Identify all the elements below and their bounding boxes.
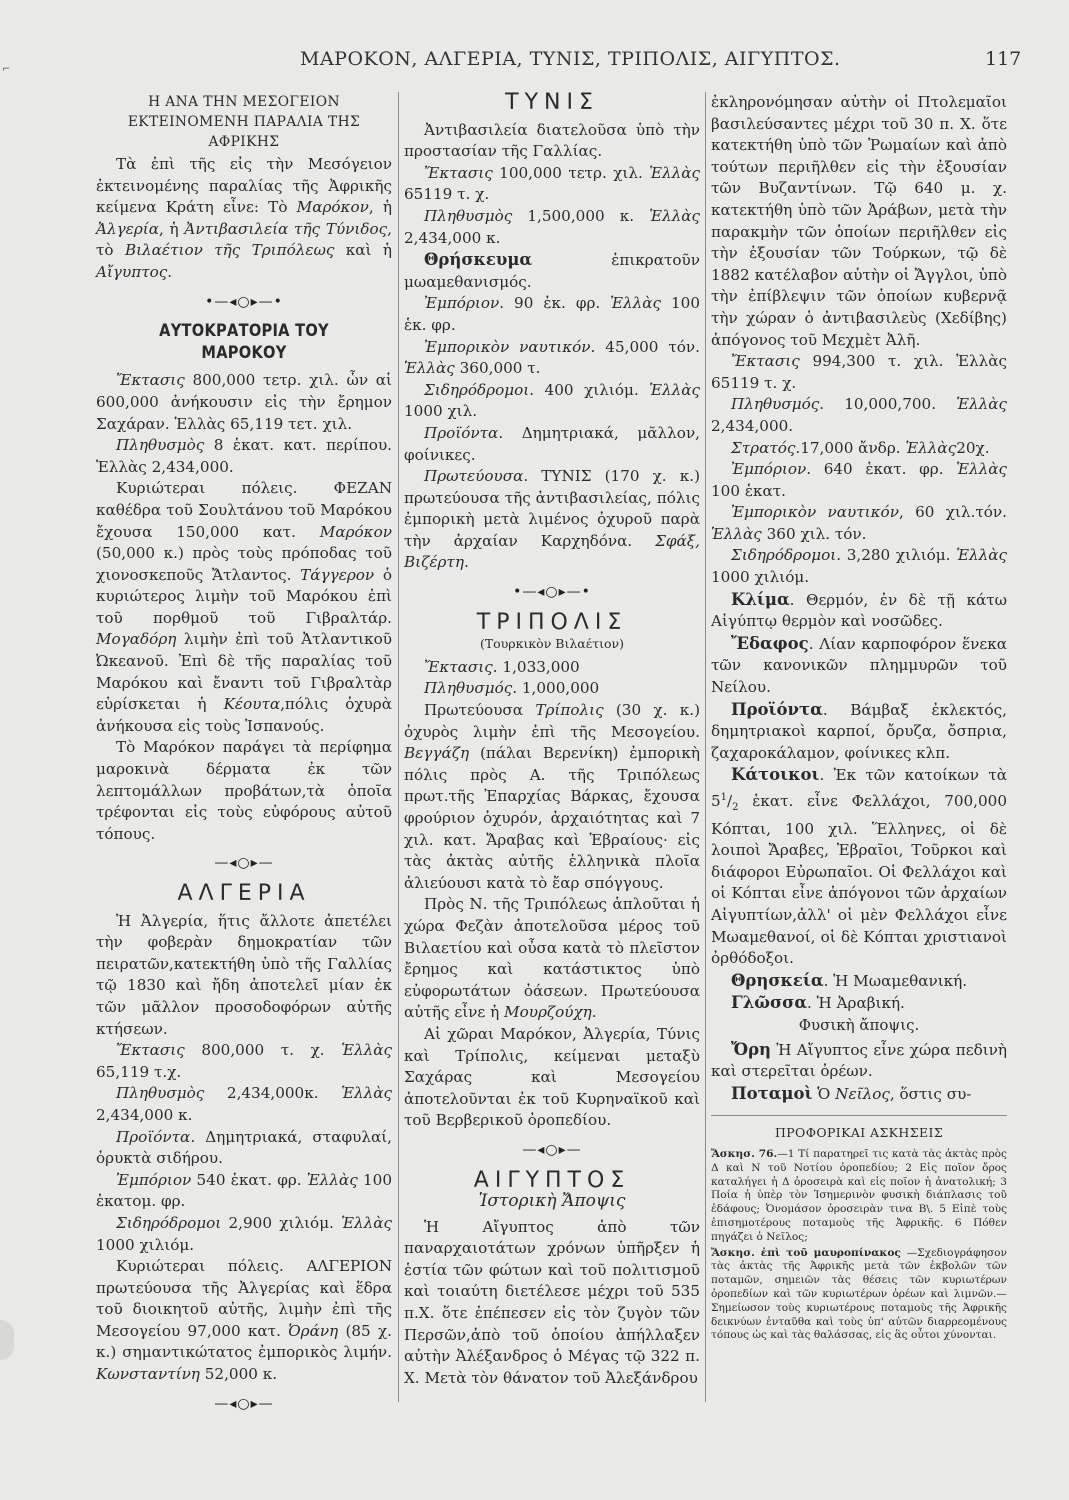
text: . 640 ἑκατ. φρ. xyxy=(806,460,957,479)
running-title: ΜΑΡΟΚΟΝ, ΑΛΓΕΡΙΑ, ΤΥΝΙΣ, ΤΡΙΠΟΛΙΣ, ΑΙΓΥΠΤΟΣ. xyxy=(300,48,841,70)
text: Πληθυσμὸς xyxy=(116,1084,205,1103)
ornament-icon: —◂○▸— xyxy=(214,855,274,872)
text: Ἄσκησ. 76. xyxy=(711,1148,778,1160)
text: Ἑλλὰς xyxy=(341,1213,392,1232)
paragraph xyxy=(711,1039,1007,1083)
text: Νεῖλος xyxy=(835,1084,890,1103)
text: 100 ἑκατομ. φρ. xyxy=(96,1170,392,1211)
tunis-heading: ΤΥΝΙΣ xyxy=(505,90,599,115)
text: Ἔκτασις xyxy=(116,1041,185,1060)
column-3 xyxy=(711,92,1007,1345)
text: Ἔκτασις xyxy=(424,657,493,676)
paragraph xyxy=(96,1083,392,1126)
paragraph xyxy=(404,466,700,574)
text: 1000 χιλιόμ. xyxy=(711,568,810,587)
paragraph xyxy=(404,380,700,423)
text: Ἐμπόριον xyxy=(424,294,500,313)
text: 360 χιλ. τόν. xyxy=(761,524,867,543)
text: Ἄσκησ. ἐπὶ τοῦ μαυροπίνακος xyxy=(711,1246,901,1259)
text: Ἑλλὰς xyxy=(956,546,1007,565)
text: 100,000 τετρ. χιλ. xyxy=(492,163,650,182)
text: Ἀντιβασιλεία τῆς Τύνιδος xyxy=(184,219,388,238)
text: . Ἐκ τῶν κατοίκων τὰ 5 xyxy=(711,766,1007,811)
text: . 1,033,000 xyxy=(492,657,580,676)
text: 800,000 τ. χ. xyxy=(184,1041,342,1060)
text: 8 ἑκατ. κατ. περίπου. Ἑλλὰς 2,434,000. xyxy=(96,436,392,476)
paragraph xyxy=(711,394,1007,437)
paragraph xyxy=(404,293,700,336)
intro-heading: Η ΑΝΑ ΤΗΝ ΜΕΣΟΓΕΙΟΝ ΕΚΤΕΙΝΟΜΕΝΗ ΠΑΡΑΛΙΑ ΤΗΣ ΑΦΡΙΚΗΣ xyxy=(127,94,361,150)
text: Ὄρη xyxy=(731,1039,772,1059)
text: Ἑλλὰς xyxy=(956,460,1007,479)
ornament-icon: —◂○▸— xyxy=(522,1141,582,1158)
text: 2 xyxy=(732,802,739,814)
paragraph: Ἡ Ἀλγερία, ἥτις ἄλλοτε ἀπετέλει τὴν φοβερὰν δημοκρατίαν τῶν πειρατῶν,κατεκτήθη ὑπὸ τῆς Γαλλίας τῷ 1830 καὶ ἤδη ἀποτελεῖ μίαν ἐκ τῶν μᾶλλον προσοδοφόρων αὐτῆς κτήσεων. xyxy=(96,911,392,1038)
paragraph xyxy=(96,1256,392,1386)
paragraph xyxy=(96,435,392,478)
egypt-subheading: Ἱστορικὴ Ἄποψις xyxy=(478,1191,626,1212)
text: . 45,000 τόν. xyxy=(590,337,700,356)
exercises-title: ΠΡΟΦΟΡΙΚΑΙ ΑΣΚΗΣΕΙΣ xyxy=(774,1125,944,1141)
tripoli-heading: ΤΡΙΠΟΛΙΣ xyxy=(476,609,628,635)
paragraph: Αἱ χῶραι Μαρόκον, Ἀλγερία, Τύνις καὶ Τρίπολις, κείμεναι μεταξὺ Σαχάρας καὶ Μεσογείου ἀποτελοῦνται ἐκ τοῦ Κυρηναϊκοῦ καὶ τοῦ Βερβερικοῦ ὀροπεδίου. xyxy=(404,1024,700,1130)
text: καὶ ἡ xyxy=(334,241,392,260)
text: . Θερμόν, ἐν δὲ τῇ κάτω Αἰγύπτῳ θερμὸν καὶ νοσῶδες. xyxy=(711,590,1007,631)
paragraph xyxy=(96,1213,392,1256)
text: Πρωτεύουσα xyxy=(424,467,524,486)
paragraph xyxy=(404,206,700,249)
algeria-heading: ΑΛΓΕΡΙΑ xyxy=(177,881,311,906)
paragraph xyxy=(711,438,1007,460)
text: Ἑλλὰς xyxy=(905,438,957,457)
paragraph xyxy=(404,249,700,293)
text: . 3,280 χιλιόμ. xyxy=(836,546,957,565)
text: 100 ἑκ. φρ. xyxy=(404,294,700,334)
text: Σιδηρόδρομοι xyxy=(424,380,530,399)
morocco-heading: ΑΥΤΟΚΡΑΤΟΡΙΑ ΤΟΥ ΜΑΡΟΚΟΥ xyxy=(159,321,329,363)
text: . 400 χιλιόμ. xyxy=(529,380,650,399)
text: Ἔκτασις xyxy=(116,371,185,390)
text: Σιδηρόδρομοι xyxy=(731,546,837,565)
text: , ἡ xyxy=(158,219,185,238)
text: Μαρόκον xyxy=(319,522,392,541)
paragraph xyxy=(711,1083,1007,1106)
paragraph xyxy=(404,657,700,679)
text: Θρησκεία xyxy=(731,970,824,990)
text: 2,434,000 κ. xyxy=(404,228,501,247)
text: Τάγγερον xyxy=(300,565,375,584)
text: Κωνσταντίνη xyxy=(96,1365,200,1384)
text: Πληθυσμός xyxy=(731,395,820,414)
text: Ἡ Αἴγυπτος εἶνε χώρα πεδινὴ καὶ στερεῖται ὀρέων. xyxy=(711,1040,1007,1081)
binding-hole xyxy=(0,1320,14,1360)
text: Ἐμπορικὸν ναυτικόν xyxy=(731,503,899,522)
paragraph xyxy=(404,894,700,1024)
text: Ἐμπόριον xyxy=(116,1170,192,1189)
text: 20χ. xyxy=(956,438,990,457)
text: —1 Τί παρατηρεῖ τις κατὰ τὰς ἀκτὰς πρὸς Δ καὶ Ν τοῦ Νοτίου ὀροπεδίου; 2 Εἰς ποῖον ὄρος καταλήγει ἡ Δ ὀροσειρὰ καὶ εἰς ποῖον ἡ ἀνατολική; 3 Ποία ἡ ὑπὲρ τὸν Ἰσημερινὸν φυσικὴ διάπλασις τοῦ ἐδάφους; Ὀνομάσον ὀροσειρὰν τινα Β\. 5 Εἰπὲ τοὺς ἐπισημοτέρους ποταμοὺς τῆς Ἀφρικῆς. 6 Πόθεν πηγάζει ὁ Νεῖλος; xyxy=(711,1148,1007,1243)
text: λιμὴν ἐπὶ τοῦ Ἀτλαντικοῦ Ὠκεανοῦ. Ἐπὶ δὲ τῆς παραλίας τοῦ Μαρόκου καὶ ἔναντι τοῦ Γιβραλτὰρ εὑρίσκεται ἡ xyxy=(96,630,392,714)
text: Κέουτα xyxy=(223,695,281,714)
paragraph xyxy=(711,351,1007,394)
text: , τὸ xyxy=(96,219,392,260)
paragraph xyxy=(404,700,700,894)
ornament-icon: —◂○▸— xyxy=(214,1395,274,1412)
text: .17,000 ἄνδρ. xyxy=(795,438,906,457)
text: Πρωτεύουσα xyxy=(424,701,536,720)
paragraph xyxy=(711,502,1007,545)
text: Στρατός xyxy=(731,438,796,457)
ornament-icon: •—◂○▸—• xyxy=(513,584,591,601)
exercise-76 xyxy=(711,1148,1007,1245)
text: Ὁ xyxy=(812,1084,836,1103)
text: Κάτοικοι xyxy=(731,765,820,785)
text: (85 χ. κ.) σημαντικώτατος ἐμπορικὸς λιμήν. xyxy=(96,1321,393,1362)
margin-mark: ⌐ xyxy=(2,64,11,75)
text: 1,500,000 κ. xyxy=(512,206,650,225)
text: Μαρόκον xyxy=(296,198,369,217)
text: Ἀλγερία xyxy=(96,219,159,238)
text: Πρὸς Ν. τῆς Τριπόλεως ἁπλοῦται ἡ χώρα Φεζὰν ἀποτελοῦσα μέρος τοῦ Βιλαετίου καὶ οὖσα κατὰ τὸ πλεῖστον ἔρημος καὶ κατάστικτος ὑπὸ εὐφορωτάτων ὀάσεων. Πρωτεύουσα αὐτῆς εἶνε ἡ xyxy=(404,895,700,1022)
text: . Λίαν καρποφόρον ἕνεκα τῶν κανονικῶν πλημμυρῶν τοῦ Νείλου. xyxy=(711,634,1007,697)
text: Σφάξ, Βιζέρτη xyxy=(404,531,700,572)
text: , ἡ xyxy=(368,198,392,217)
text: 100 ἑκατ. xyxy=(711,481,786,500)
text: Ἔκτασις xyxy=(731,352,800,371)
text: Ἑλλὰς xyxy=(956,395,1007,414)
column-rule-1 xyxy=(398,92,399,1402)
text: 65,119 τ.χ. xyxy=(96,1062,182,1081)
text: Ἑλλὰς xyxy=(341,1084,392,1103)
exercises-box xyxy=(711,1115,1007,1343)
column-rule-2 xyxy=(705,92,706,1402)
paragraph xyxy=(711,699,1007,765)
text: ,πόλις ὀχυρὰ ἀνήκουσα εἰς τοὺς Ἱσπανούς. xyxy=(96,695,392,735)
paragraph xyxy=(96,1040,392,1083)
text: , 60 χιλ.τόν. xyxy=(898,503,1007,522)
text: 2,434,000. xyxy=(711,416,794,435)
text: Πληθυσμός xyxy=(424,679,513,698)
ornament-icon: •—◂○▸—• xyxy=(205,293,283,310)
intro-paragraph xyxy=(96,154,392,284)
text: Σιδηρόδρομοι xyxy=(116,1213,222,1232)
column-2 xyxy=(404,92,700,1389)
text: Ἐμπορικὸν ναυτικόν xyxy=(424,337,591,356)
paragraph xyxy=(711,633,1007,699)
text: Ἑλλὰς xyxy=(649,163,700,182)
physical-view-heading: Φυσικὴ ἄποψις. xyxy=(798,1016,920,1035)
page-number: 117 xyxy=(985,48,1022,70)
text: 540 ἑκατ. φρ. xyxy=(191,1170,307,1189)
text: . xyxy=(591,1003,597,1022)
text: 2,434,000 κ. xyxy=(96,1105,193,1124)
paragraph xyxy=(404,678,700,700)
text: Ὀράνη xyxy=(288,1321,339,1340)
paragraph xyxy=(96,1170,392,1213)
text: Ποταμοὶ xyxy=(731,1083,813,1103)
paragraph xyxy=(96,478,392,737)
text: , ὅστις συ- xyxy=(889,1084,972,1103)
paragraph xyxy=(404,337,700,380)
paragraph xyxy=(711,992,1007,1015)
text: Προϊόντα xyxy=(424,423,499,442)
paragraph xyxy=(96,370,392,435)
text: 1000 χιλιόμ. xyxy=(96,1235,195,1254)
egypt-heading: ΑΙΓΥΠΤΟΣ xyxy=(473,1167,631,1193)
text: . Ἡ Μωαμεθανική. xyxy=(823,971,968,990)
paragraph xyxy=(711,545,1007,588)
text: Ἑλλὰς xyxy=(711,524,762,543)
text: . 90 ἑκ. φρ. xyxy=(499,294,611,313)
text: Θρήσκευμα xyxy=(424,250,533,270)
text: Ἔδαφος xyxy=(731,633,809,653)
paragraph xyxy=(711,970,1007,993)
text: . xyxy=(167,262,173,281)
text: 65119 τ. χ. xyxy=(404,185,490,204)
text: 1000 χιλ. xyxy=(404,402,478,421)
text: Ἑλλὰς xyxy=(306,1170,358,1189)
text: Προϊόντα xyxy=(116,1127,191,1146)
text: . xyxy=(463,553,469,572)
text: Κυριώτεραι πόλεις. ΦΕΖΑΝ καθέδρα τοῦ Σουλτάνου τοῦ Μαρόκου ἔχουσα 150,000 κατ. xyxy=(96,479,392,541)
paragraph: Κάτοικοι. Ἐκ τῶν κατοίκων τὰ $5^1/_2$ ἑκατ. εἶνε Φελλάχοι, 700,000 Κόπται, 100 χιλ. Ἕλληνες, οἱ δὲ λοιποὶ Ἄραβες, Ἑβραῖοι, Τοῦρκοι καὶ διάφοροι Εὐρωπαῖοι. Οἱ Φελλάχοι καὶ οἱ Κόπται εἶνε ἀπόγονοι τῶν ἀρχαίων Αἰγυπτίων,ἀλλ' οἱ μὲν Φελλάχοι εἶνε Μωαμεθανοί, οἱ δὲ Κόπται χριστιανοὶ ὀρθόδοξοι. xyxy=(711,765,1007,968)
text: Μογαδόρη xyxy=(96,630,177,649)
text: Μουρζούχη xyxy=(504,1003,592,1022)
text: (πάλαι Βερενίκη) ἐμπορικὴ πόλις πρὸς Α. τῆς Τριπόλεως πρωτ.τῆς Ἐπαρχίας Βάρκας, ἔχουσα φρούριον ὀχυρόν, ἀρχαιότητας καὶ 7 χιλ. κατ. Ἄραβας καὶ Ἑβραίους· εἰς τὰς ἀκτὰς αὐτῆς ἑλληνικὰ πλοῖα ἁλιεύουσι κατὰ τὸ ἔαρ σπόγγους. xyxy=(404,744,700,892)
text: Τὰ ἐπὶ τῆς εἰς τὴν Μεσόγειον ἐκτεινομένης παραλίας τῆς Ἀφρικῆς κείμενα Κράτη εἶνε: Τὸ xyxy=(96,155,392,217)
text: ἐπικρατοῦν μωαμεθανισμός. xyxy=(404,251,700,291)
paragraph xyxy=(96,1127,392,1170)
paragraph: Ἡ Αἴγυπτος ἀπὸ τῶν παναρχαιοτάτων χρόνων ὑπῆρξεν ἡ ἑστία τῶν φώτων καὶ τοῦ πολιτισμοῦ καὶ τοιαύτη διετέλεσε μέχρι τοῦ 535 π.Χ. ὅτε ἐπέπεσεν εἰς τὸν ζυγὸν τῶν Περσῶν,ἀπὸ τοῦ ὁποίου ἀπήλλαξεν αὐτὴν Ἀλέξανδρος ὁ Μέγας τῷ 322 π. Χ. Μετὰ τὸν θάνατον τοῦ Ἀλεξάνδρου xyxy=(404,1217,700,1387)
text: —Σχεδιογράφησον τὰς ἀκτὰς τῆς Ἀφρικῆς μετὰ τῶν ἐκβολῶν τῶν ποταμῶν, σημειῶν τὰς θέσεις τῶν κυριωτέρων ὀροπεδίων καὶ τῶν κυριωτέρων ὀρέων καὶ λιμνῶν.— Σημείωσον τοὺς κυριωτέρους ποταμοὺς τῆς Ἀφρικῆς δεικνύων ἐνταῦθα καὶ τοὺς ὑπ' αὐτῶν διαρρεομένους τόπους ὡς καὶ τὰς θαλάσσας, εἰς ἃς οὗτοι χύνονται. xyxy=(711,1246,1007,1342)
paragraph: Τὸ Μαρόκον παράγει τὰ περίφημα μαροκινὰ δέρματα ἐκ τῶν λεπτομάλλων προβάτων,τὰ ὁποῖα τρέφονται εἰς τοὺς εὐφόρους αὐτοῦ τόπους. xyxy=(96,738,392,843)
text: . 1,000,000 xyxy=(512,679,600,698)
tripoli-subheading: (Τουρκικὸν Βιλαέτιον) xyxy=(479,636,625,652)
text: 2,900 χιλιόμ. xyxy=(221,1213,342,1232)
text: Κυριώτεραι πόλεις. ΑΛΓΕΡΙΟΝ πρωτεύουσα τῆς Ἀλγερίας καὶ ἕδρα τοῦ διοικητοῦ αὐτῆς, λιμὴν ἐπὶ τῆς Μεσογείου 97,000 κατ. xyxy=(96,1257,392,1340)
text: 52,000 κ. xyxy=(199,1365,278,1384)
text: Πληθυσμὸς xyxy=(424,206,513,225)
text: . 10,000,700. xyxy=(819,395,957,414)
paragraph xyxy=(404,423,700,466)
text: Γλῶσσα xyxy=(731,993,808,1013)
paragraph xyxy=(404,163,700,206)
text: Προϊόντα xyxy=(731,699,823,719)
text: (50,000 κ.) πρὸς τοὺς πρόποδας τοῦ χιονοσκεποῦς Ἄτλαντος. xyxy=(96,544,392,584)
text: Πληθυσμὸς xyxy=(116,436,205,455)
text: 800,000 τετρ. χιλ. ὧν αἱ 600,000 ἀνήκουσιν εἰς τὴν ἔρημον Σαχάραν. Ἑλλὰς 65,119 τετ. χιλ. xyxy=(96,371,392,433)
text: Βιλαέτιον τῆς Τριπόλεως xyxy=(124,241,335,260)
text: . ΤΥΝΙΣ (170 χ. κ.) πρωτεύουσα τῆς ἀντιβασιλείας, πόλις ἐμπορικὴ μετὰ λιμένος ὀχυροῦ παρὰ τὴν ἀρχαίαν Καρχηδόνα. xyxy=(404,467,700,550)
text: Τρίπολις xyxy=(535,701,604,720)
column-1 xyxy=(96,92,392,1423)
text: Ἑλλὰς xyxy=(649,380,700,399)
paragraph: Ἀντιβασιλεία διατελοῦσα ὑπὸ τὴν προστασίαν τῆς Γαλλίας. xyxy=(404,120,700,161)
text: . Δημητριακά, σταφυλαί, ὀρυκτὰ σιδήρου. xyxy=(96,1127,392,1168)
text: (30 χ. κ.) ὀχυρὸς λιμὴν ἐπὶ τῆς Μεσογείου. xyxy=(404,701,700,741)
paragraph xyxy=(711,589,1007,633)
text: . Δημητριακά, μᾶλλον, φοίνικες. xyxy=(404,423,700,464)
text: 360,000 τ. xyxy=(454,359,541,378)
text: Ἑλλὰς xyxy=(610,294,662,313)
text: Ἔκτασις xyxy=(424,163,493,182)
paragraph xyxy=(711,459,1007,502)
text: Ἑλλὰς xyxy=(404,359,455,378)
text: Ἑλλὰς xyxy=(649,206,700,225)
text: Ἐμπόριον xyxy=(731,460,807,479)
text: ὁ κυριώτερος λιμὴν τοῦ Μαρόκου ἐπὶ τοῦ πορθμοῦ τοῦ Γιβραλτάρ. xyxy=(96,565,392,627)
text: 994,300 τ. χιλ. Ἑλλὰς 65119 τ. χ. xyxy=(711,352,1007,392)
text: ἑκατ. εἶνε Φελλάχοι, 700,000 Κόπται, 100 χιλ. Ἕλληνες, οἱ δὲ λοιποὶ Ἄραβες, Ἑβραῖοι, Τοῦρκοι καὶ διάφοροι Εὐρωπαῖοι. Οἱ Φελλάχοι καὶ οἱ Κόπται εἶνε ἀπόγονοι τῶν ἀρχαίων Αἰγυπτίων,ἀλλ' οἱ μὲν Φελλάχοι εἶνε Μωαμεθανοί, οἱ δὲ Κόπται χριστιανοὶ ὀρθόδοξοι. xyxy=(711,792,1007,968)
text: 1 xyxy=(720,792,728,803)
text: . Ἡ Ἀραβική. xyxy=(807,994,905,1013)
text: Βεγγάζη xyxy=(404,744,470,763)
text: 2,434,000κ. xyxy=(204,1084,342,1103)
paragraph: ἐκληρονόμησαν αὐτὴν οἱ Πτολεμαῖοι βασιλεύσαντες μέχρι τοῦ 30 π. Χ. ὅτε κατεκτήθη ὑπὸ τῶν Ῥωμαίων καὶ ἀπὸ τούτων περιῆλθεν εἰς τὴν ἐξουσίαν τῶν Βυζαντίνων. Τῷ 640 μ. χ. κατεκτήθη ὑπὸ τῶν Ἀράβων, μετὰ τὴν παρακμὴν τῶν ὁποίων περιῆλθεν εἰς τὴν ἐξουσίαν τῶν Τούρκων, τῷ δὲ 1882 κατέλαβον αὐτὴν οἱ Ἄγγλοι, ὑπὸ τὴν ἐπίβλεψιν τῶν ὁποίων κυβερνᾷ τὴν χώραν ὁ ἀντιβασιλεὺς (Χεδίβης) ἀπόγονος τοῦ Μεχμὲτ Ἀλῆ. xyxy=(711,93,1007,349)
text: . Βάμβαξ ἐκλεκτός, δημητριακοὶ καρποί, ὄρυζα, ὄσπρια, ζαχαροκάλαμον, φοίνικες κλπ. xyxy=(711,700,1007,762)
text: Κλίμα xyxy=(731,589,790,609)
text: Αἴγυπτος xyxy=(96,262,168,281)
text: Ἑλλὰς xyxy=(341,1041,392,1060)
exercise-blackboard xyxy=(711,1247,1007,1344)
